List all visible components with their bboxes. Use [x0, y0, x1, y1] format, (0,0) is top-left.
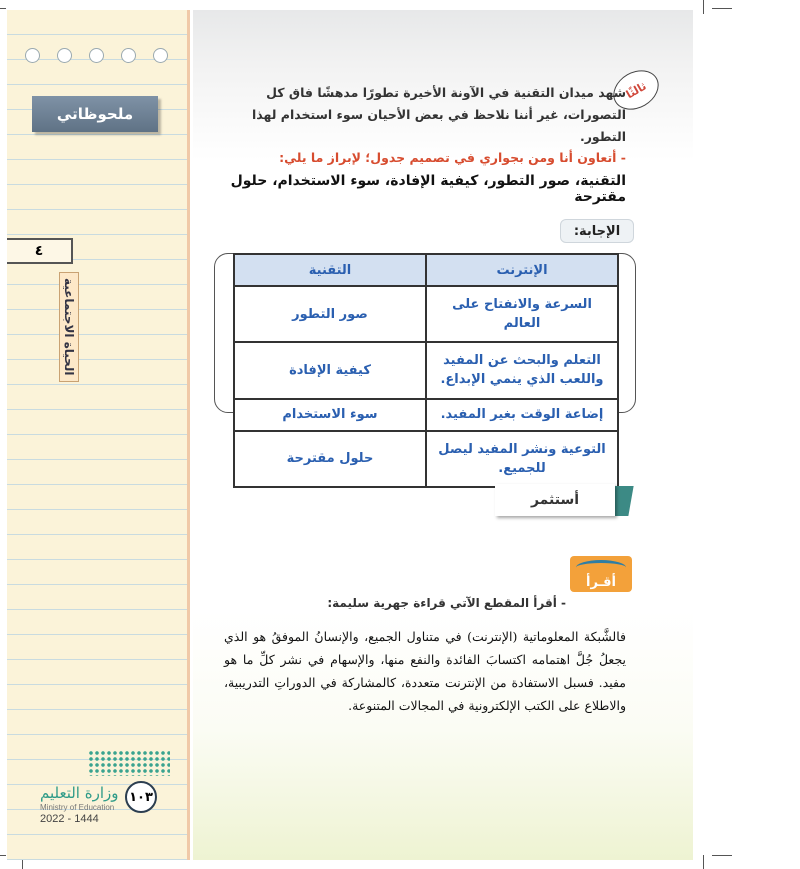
- page-number: ١٠٣: [125, 781, 157, 813]
- table-header-cell: الإنترنت: [426, 254, 618, 286]
- table-row: [234, 342, 618, 398]
- section-badge: ثالثًا: [606, 62, 666, 117]
- table-row: [234, 399, 618, 431]
- read-badge-label: أقـرأ: [586, 575, 616, 590]
- table-header-cell: التقنية: [234, 254, 426, 286]
- ponder-banner: [495, 486, 637, 518]
- ministry-logo: [40, 750, 180, 830]
- table-cell: حلول مقترحة: [234, 431, 426, 487]
- task-words: التقنية، صور التطور، كيفية الإفادة، سوء الاستخدام، حلول مقترحة: [230, 173, 626, 205]
- ring-icon: [57, 48, 72, 63]
- read-badge: [570, 556, 632, 592]
- crop-mark: [0, 8, 6, 9]
- task-instruction: - أتعاون أنا ومن بجواري في تصميم جدول؛ لإبراز ما يلي:: [279, 150, 626, 165]
- ring-icon: [121, 48, 136, 63]
- ministry-emblem-icon: [88, 750, 170, 776]
- answer-table: [233, 253, 619, 488]
- edition-year: 2022 - 1444: [40, 813, 99, 825]
- ring-icon: [25, 48, 40, 63]
- ring-icon: [89, 48, 104, 63]
- ponder-label: أستثمر: [495, 484, 615, 516]
- notes-sidebar: [7, 10, 190, 860]
- table-header-row: [234, 254, 618, 286]
- crop-mark: [703, 0, 704, 14]
- ministry-name-ar: وزارة التعليم: [40, 784, 119, 802]
- unit-title: الحياة الاجتماعية: [59, 272, 79, 382]
- table-cell: التوعية ونشر المفيد ليصل للجميع.: [426, 431, 618, 487]
- table-row: [234, 431, 618, 487]
- table-cell: صور التطور: [234, 286, 426, 342]
- crop-mark: [712, 8, 732, 9]
- answer-label: الإجابة:: [560, 219, 634, 243]
- table-cell: كيفية الإفادة: [234, 342, 426, 398]
- table-cell: سوء الاستخدام: [234, 399, 426, 431]
- crop-mark: [0, 855, 6, 856]
- table-cell: إضاعة الوقت بغير المفيد.: [426, 399, 618, 431]
- crop-mark: [703, 855, 704, 869]
- reading-passage: فالشَّبكة المعلوماتية (الإنترنت) في متناول الجميع، والإنسانُ الموفقُ هو الذي يجعلُ جُلَّ اهتمامه اكتسابَ الفائدة والنفع منها، والإسهام في نشر كلِّ ما هو مفيد. فسبل الاستفادة من الإنترنت متعددة، كالمشاركة في الدوراتِ التدريبية، والاطلاع على الكتب الإلكترونية في المجالات المتنوعة.: [224, 629, 626, 713]
- unit-number: ٤: [7, 238, 73, 264]
- table-cell: التعلم والبحث عن المفيد واللعب الذي ينمي الإبداع.: [426, 342, 618, 398]
- intro-paragraph: شهد ميدان التقنية في الآونة الأخيرة تطورًا مدهشًا فاق كل التصورات، غير أننا نلاحظ في بعض الأحيان سوء استخدام لهذا التطور.: [252, 85, 626, 144]
- binder-rings: [25, 48, 168, 63]
- ring-icon: [153, 48, 168, 63]
- crop-mark: [712, 855, 732, 856]
- read-instruction: - أقرأ المقطع الآتي قراءة جهرية سليمة:: [327, 596, 566, 610]
- table-cell: السرعة والانفتاح على العالم: [426, 286, 618, 342]
- ministry-name-en: Ministry of Education: [40, 803, 115, 812]
- table-row: [234, 286, 618, 342]
- open-book-icon: [576, 560, 626, 575]
- notes-title: ملحوظاتي: [32, 96, 158, 132]
